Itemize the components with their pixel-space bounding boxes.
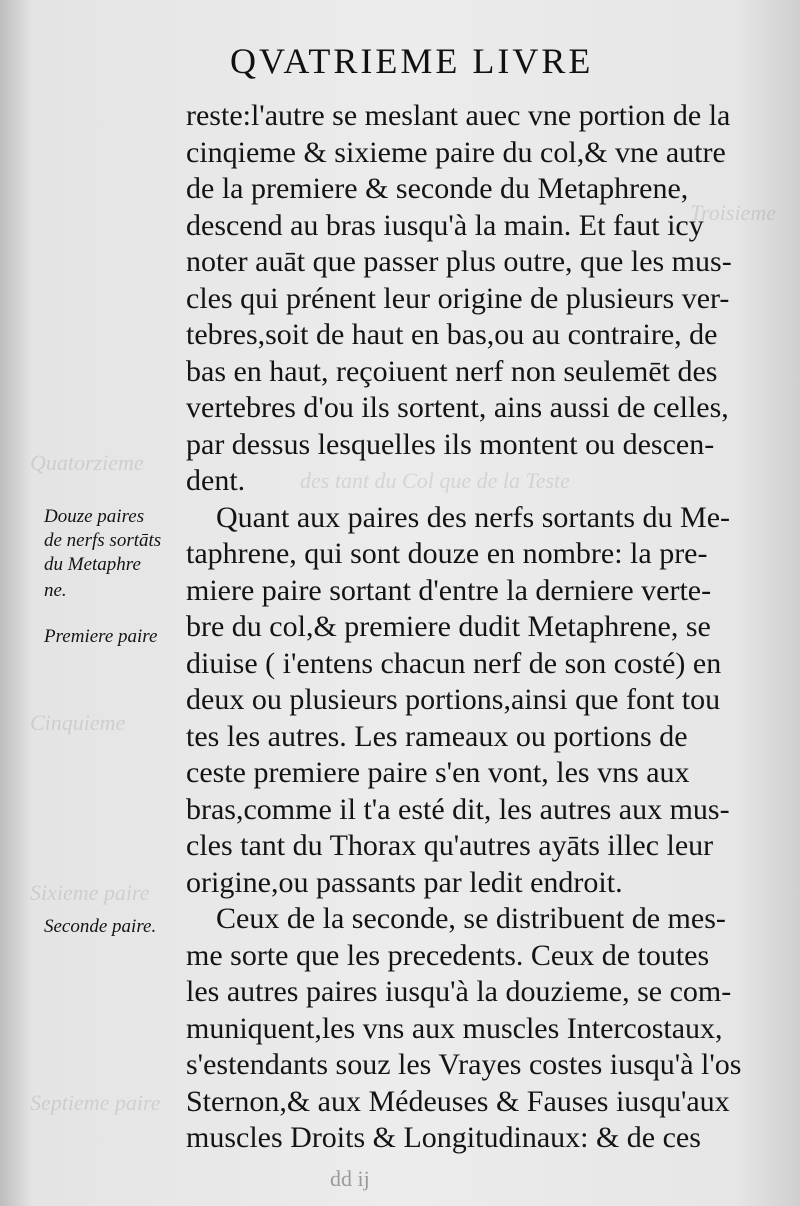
text-line: par dessus lesquelles ils montent ou descen- [186, 427, 715, 461]
margin-note: du Metaphre [44, 554, 141, 575]
margin-note: Premiere paire [44, 626, 158, 647]
text-line: bras,comme il t'a esté dit, les autres aux mus- [186, 792, 730, 826]
text-line: muniquent,les vns aux muscles Intercostaux, [186, 1011, 723, 1045]
bleed-through-text: Quatorzieme [30, 450, 144, 475]
text-line: reste:l'autre se meslant auec vne portion de la [186, 99, 731, 132]
text-line: vertebres d'ou ils sortent, ains aussi de celles, [186, 391, 729, 424]
text-line: miere paire sortant d'entre la derniere verte- [186, 573, 712, 607]
text-line: les autres paires iusqu'à la douzieme, se com- [186, 975, 732, 1008]
text-line: Ceux de la seconde, se distribuent de mes- [216, 902, 726, 935]
text-line: cles qui prénent leur origine de plusieurs ver- [186, 281, 730, 315]
text-line: noter auāt que passer plus outre, que les mus- [186, 245, 732, 278]
text-line: bas en haut, reçoiuent nerf non seulemēt des [186, 354, 718, 388]
text-line: me sorte que les precedents. Ceux de toutes [186, 938, 710, 972]
text-line: ceste premiere paire s'en vont, les vns aux [186, 756, 690, 789]
text-line: tebres,soit de haut en bas,ou au contraire, de [186, 318, 718, 351]
bleed-through-text: Septieme paire [30, 1090, 161, 1115]
text-line: dent. [186, 464, 246, 497]
running-head: QVATRIEME LIVRE [230, 41, 594, 81]
bleed-through-text: Sixieme paire [30, 880, 150, 905]
text-line: Quant aux paires des nerfs sortants du Me- [216, 500, 731, 534]
text-line: Sternon,& aux Médeuses & Fauses iusqu'aux [186, 1084, 730, 1118]
signature-mark: dd ij [330, 1166, 370, 1191]
text-line: taphrene, qui sont douze en nombre: la pre- [186, 537, 708, 570]
body-text [186, 98, 766, 1157]
margin-note: ne. [44, 580, 67, 601]
text-line: origine,ou passants par ledit endroit. [186, 865, 623, 899]
text-line: cinqieme & sixieme paire du col,& vne autre [186, 135, 726, 169]
bleed-through-text: Cinquieme [30, 710, 126, 735]
text-line: muscles Droits & Longitudinaux: & de ces [186, 1121, 701, 1154]
margin-note: Seconde paire. [44, 916, 157, 937]
bleed-through-text: Troisieme [690, 200, 776, 225]
text-line: diuise ( i'entens chacun nerf de son costé) en [186, 646, 722, 680]
text-line: tes les autres. Les rameaux ou portions de [186, 719, 688, 753]
text-line: deux ou plusieurs portions,ainsi que font tou [186, 683, 721, 716]
text-line: cles tant du Thorax qu'autres ayāts illec leur [186, 829, 714, 862]
text-line: bre du col,& premiere dudit Metaphrene, se [186, 610, 711, 643]
text-line: s'estendants souz les Vrayes costes iusqu'à l'os [186, 1048, 742, 1081]
text-line: de la premiere & seconde du Metaphrene, [186, 172, 689, 205]
margin-note: Douze paires [44, 506, 145, 527]
margin-note: de nerfs sortāts [44, 530, 162, 551]
bleed-through-text: des tant du Col que de la Teste [300, 468, 570, 493]
text-line: descend au bras iusqu'à la main. Et faut icy [186, 208, 704, 242]
